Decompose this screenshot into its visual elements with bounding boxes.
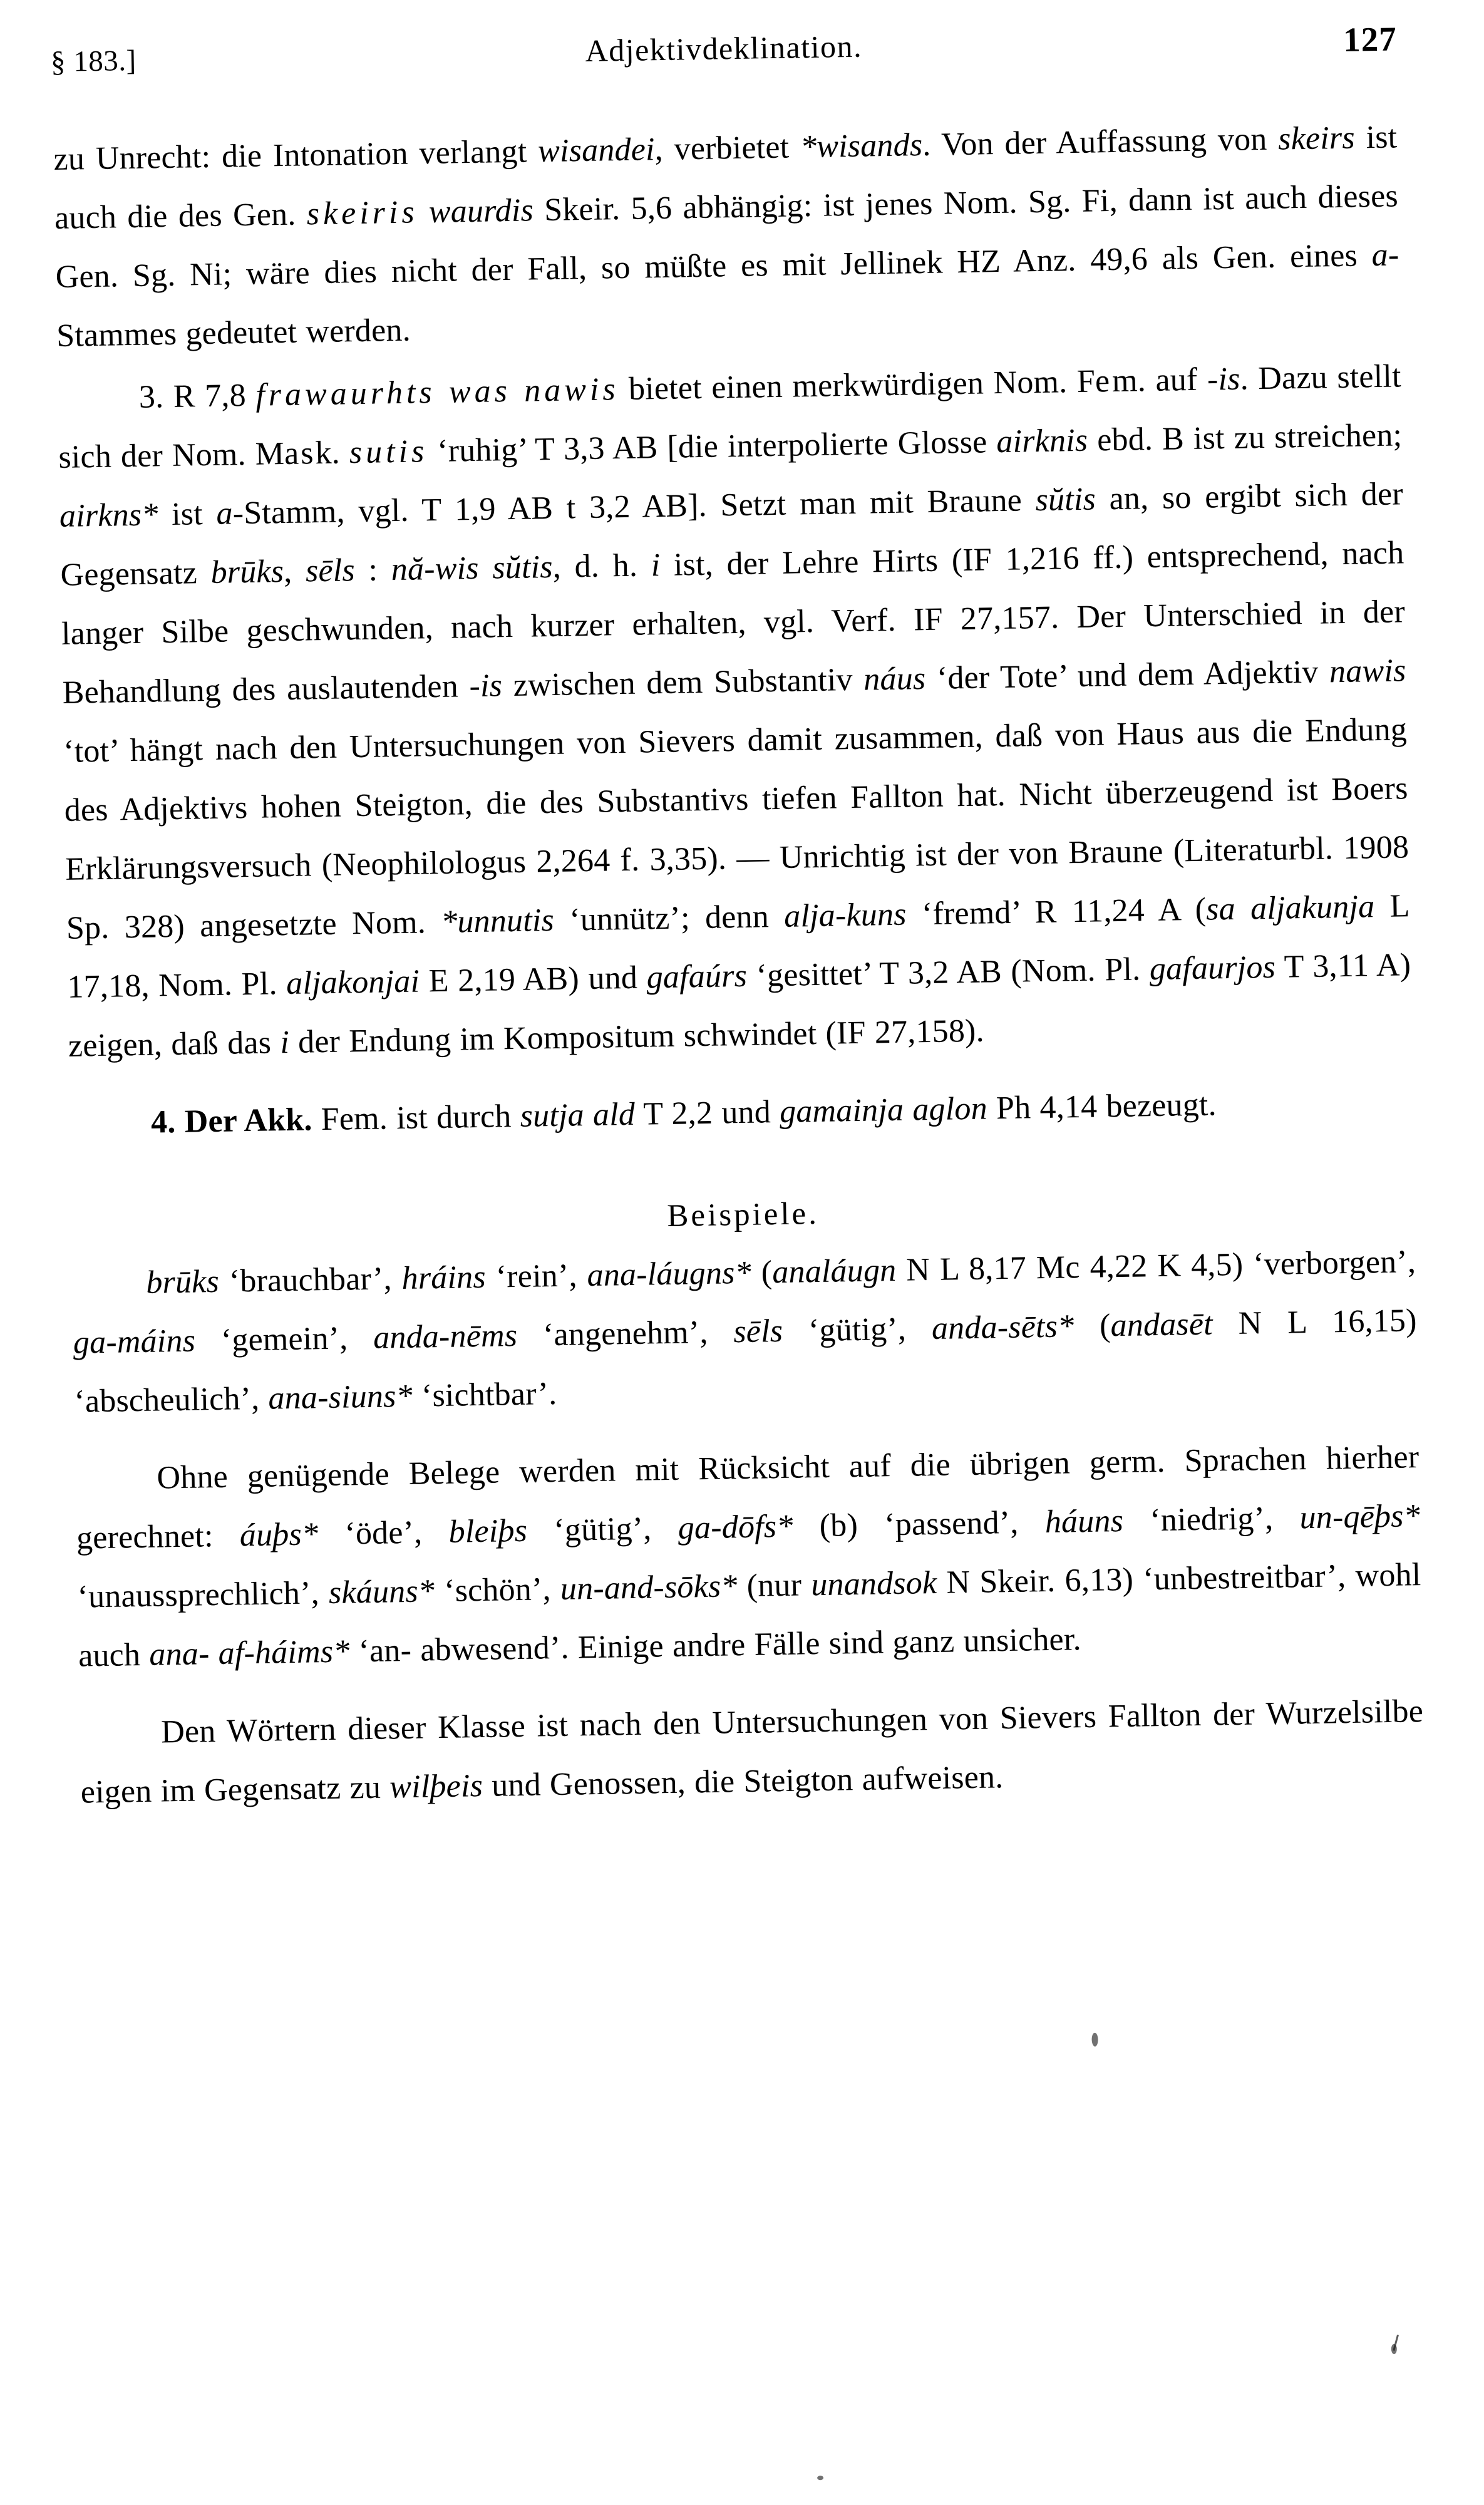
scan-speck bbox=[817, 2476, 823, 2480]
page-number: 127 bbox=[1342, 19, 1398, 59]
scan-speck bbox=[1091, 2033, 1098, 2047]
paragraph-den-woertern: Den Wörtern dieser Klasse ist nach den Untersuchungen von Sievers Fallton der Wurzelsilbe eigen im Gegensatz zu wilþeis und Genossen, die Steigton aufweisen. bbox=[80, 1693, 1424, 1810]
body-text bbox=[53, 108, 1425, 1822]
section-marker: § 183.] bbox=[50, 44, 137, 79]
examples-paragraph: brūks ‘brauchbar’, hráins ‘rein’, ana-láugns* (analáugn N L 8,17 Mc 4,22 K 4,5) ‘verborgen’, ga-máins ‘gemein’, anda-nēms ‘angenehm’, sēls ‘gütig’, anda-sēts* (andasēt N L 16,15) ‘abscheulich’, ana-siuns* ‘sichtbar’. bbox=[73, 1244, 1418, 1420]
paragraph-continuation: zu Unrecht: die Intonation verlangt wisandei, verbietet *wisands. Von der Auffassung von skeirs ist auch die des Gen. skeiris waurdis Skeir. 5,6 abhängig: ist jenes Nom. Sg. Fi, dann ist auch dieses Gen. Sg. Ni; wäre dies nicht der Fall, so müßte es mit Jellinek HZ Anz. 49,6 als Gen. eines a-Stammes gedeutet werden. bbox=[53, 119, 1399, 354]
paragraph-item-3: 3. R 7,8 frawaurhts was nawis bietet einen merkwürdigen Nom. Fem. auf -is. Dazu stellt sich der Nom. Mask. sutis ‘ruhig’ T 3,3 AB [die interpolierte Glosse airknis ebd. B ist zu streichen; airkns* ist a-Stamm, vgl. T 1,9 AB t 3,2 AB]. Setzt man mit Braune sŭtis an, so ergibt sich der Gegensatz brūks, sēls : nă-wis sŭtis, d. h. i ist, der Lehre Hirts (IF 1,216 ff.) entsprechend, nach langer Silbe geschwunden, nach kurzer erhalten, vgl. Verf. IF 27,157. Der Unterschied in der Behandlung des auslautenden -is zwischen dem Substantiv náus ‘der Tote’ und dem Adjektiv nawis ‘tot’ hängt nach den Untersuchungen von Sievers damit zusammen, daß von Haus aus die Endung des Adjektivs hohen Steigton, die des Substantivs tiefen Fallton hat. Nicht überzeugend ist Boers Erklärungsversuch (Neophilologus 2,264 f. 3,35). — Unrichtig ist der von Braune (Literaturbl. 1908 Sp. 328) angesetzte Nom. *unnutis ‘unnütz’; denn alja-kuns ‘fremd’ R 11,24 A (sa aljakunja L 17,18, Nom. Pl. aljakonjai E 2,19 AB) und gafaúrs ‘gesittet’ T 3,2 AB (Nom. Pl. gafaurjos T 3,11 A) zeigen, daß das i der Endung im Kompositum schwindet (IF 27,158). bbox=[58, 358, 1411, 1064]
running-head bbox=[50, 19, 1397, 85]
paragraph-item-4: 4. Der Akk. Fem. ist durch sutja ald T 2,2 und gamainja aglon Ph 4,14 bezeugt. bbox=[150, 1087, 1217, 1140]
paragraph-ohne-belege: Ohne genügende Belege werden mit Rücksicht auf die übrigen germ. Sprachen hierher gerechnet: áuþs* ‘öde’, bleiþs ‘gütig’, ga-dōfs* (b) ‘passend’, háuns ‘niedrig’, un-qēþs* ‘unaussprechlich’, skáuns* ‘schön’, un-and-sōks* (nur unandsok N Skeir. 6,13) ‘unbestreitbar’, wohl auch ana- af-háims* ‘an- abwesend’. Einige andre Fälle sind ganz unsicher. bbox=[76, 1439, 1421, 1674]
examples-heading: Beispiele. bbox=[666, 1196, 820, 1234]
running-title: Adjektivdeklination. bbox=[585, 28, 863, 68]
